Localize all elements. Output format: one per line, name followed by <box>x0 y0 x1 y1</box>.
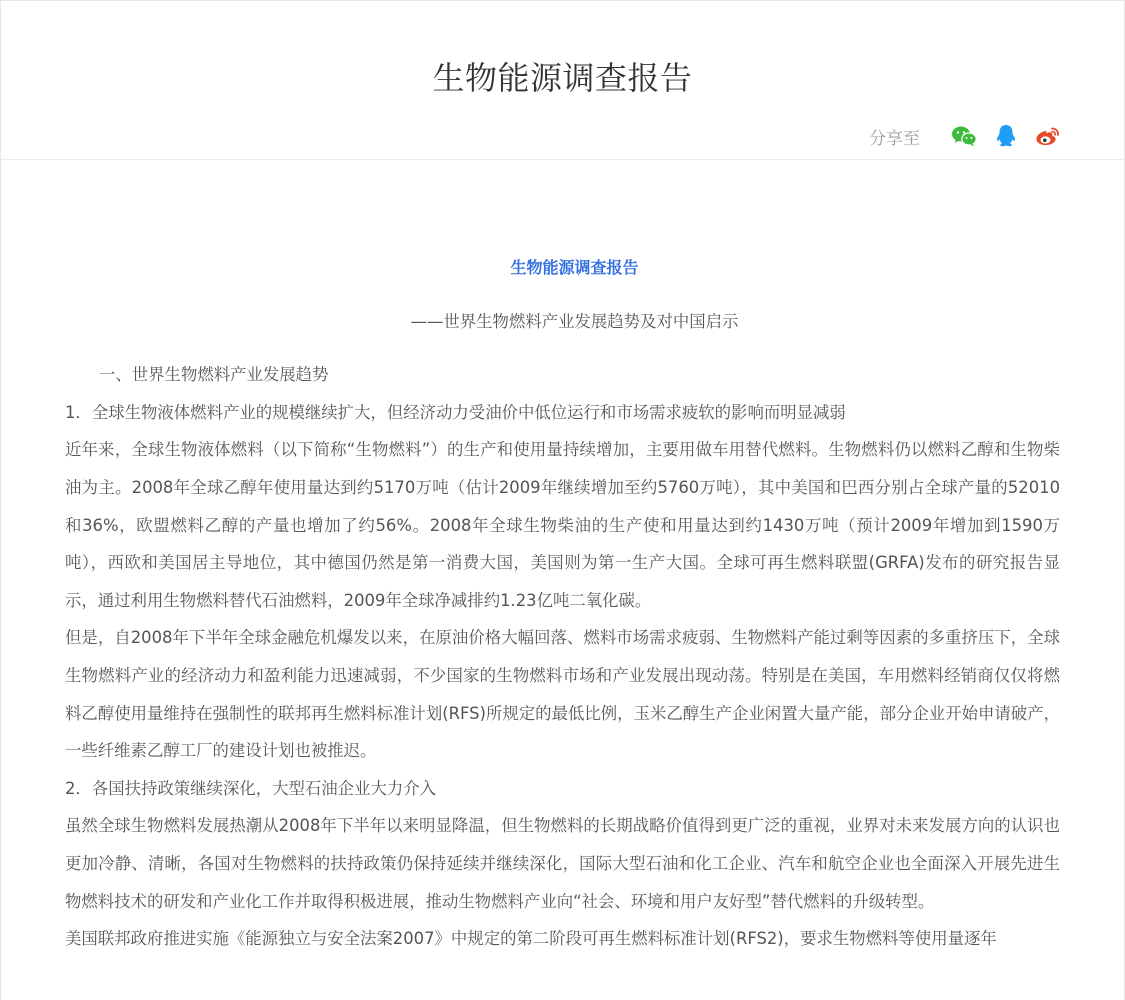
point-title: 2．各国扶持政策继续深化，大型石油企业大力介入 <box>65 778 437 798</box>
qq-icon[interactable] <box>992 123 1020 149</box>
article-subheading: ——世界生物燃料产业发展趋势及对中国启示 <box>410 311 739 331</box>
paragraph: 但是，自2008年下半年全球金融危机爆发以来，在原油价格大幅回落、燃料市场需求疲弱、生物燃料产能过剩等因素的多重挤压下，全球生物燃料产业的经济动力和盈利能力迅速减弱，不少国家的生物燃料市场和产业发展出现动荡。特别是在美国，车用燃料经销商仅仅将燃料乙醇使用量维持在强制性的联邦再生燃料标准计划(RFS)所规定的最低比例，玉米乙醇生产企业闲置大量产能，部分企业开始申请破产，一些纤维素乙醇工厂的建设计划也被推迟。 <box>65 628 1060 761</box>
paragraph: 美国联邦政府推进实施《能源独立与安全法案2007》中规定的第二阶段可再生燃料标准计划(RFS2)，要求生物燃料等使用量逐年 <box>65 929 997 949</box>
section-heading: 一、世界生物燃料产业发展趋势 <box>99 365 329 385</box>
wechat-icon[interactable] <box>950 123 978 149</box>
share-bar <box>869 123 1062 149</box>
share-label: 分享至 <box>869 128 920 149</box>
article-body <box>65 249 1060 958</box>
point-title: 1．全球生物液体燃料产业的规模继续扩大，但经济动力受油价中低位运行和市场需求疲软的影响而明显减弱 <box>65 402 846 422</box>
header <box>1 1 1124 160</box>
paragraph: 近年来，全球生物液体燃料（以下简称“生物燃料”）的生产和使用量持续增加，主要用做车用替代燃料。生物燃料仍以燃料乙醇和生物柴油为主。2008年全球乙醇年使用量达到约5170万吨（估计2009年继续增加至约5760万吨），其中美国和巴西分别占全球产量的52010和36%，欧盟燃料乙醇的产量也增加了约56%。2008年全球生物柴油的生产使和用量达到约1430万吨（预计2009年增加到1590万吨），西欧和美国居主导地位，其中德国仍然是第一消费大国，美国则为第一生产大国。全球可再生燃料联盟(GRFA)发布的研究报告显示，通过利用生物燃料替代石油燃料，2009年全球净减排约1.23亿吨二氧化碳。 <box>65 440 1060 610</box>
page-title: 生物能源调查报告 <box>432 59 693 97</box>
weibo-icon[interactable] <box>1034 123 1062 149</box>
article-heading: 生物能源调查报告 <box>510 258 639 277</box>
paragraph: 虽然全球生物燃料发展热潮从2008年下半年以来明显降温，但生物燃料的长期战略价值得到更广泛的重视，业界对未来发展方向的认识也更加冷静、清晰，各国对生物燃料的扶持政策仍保持延续并继续深化，国际大型石油和化工企业、汽车和航空企业也全面深入开展先进生物燃料技术的研发和产业化工作并取得积极进展，推动生物燃料产业向“社会、环境和用户友好型”替代燃料的升级转型。 <box>65 816 1060 911</box>
